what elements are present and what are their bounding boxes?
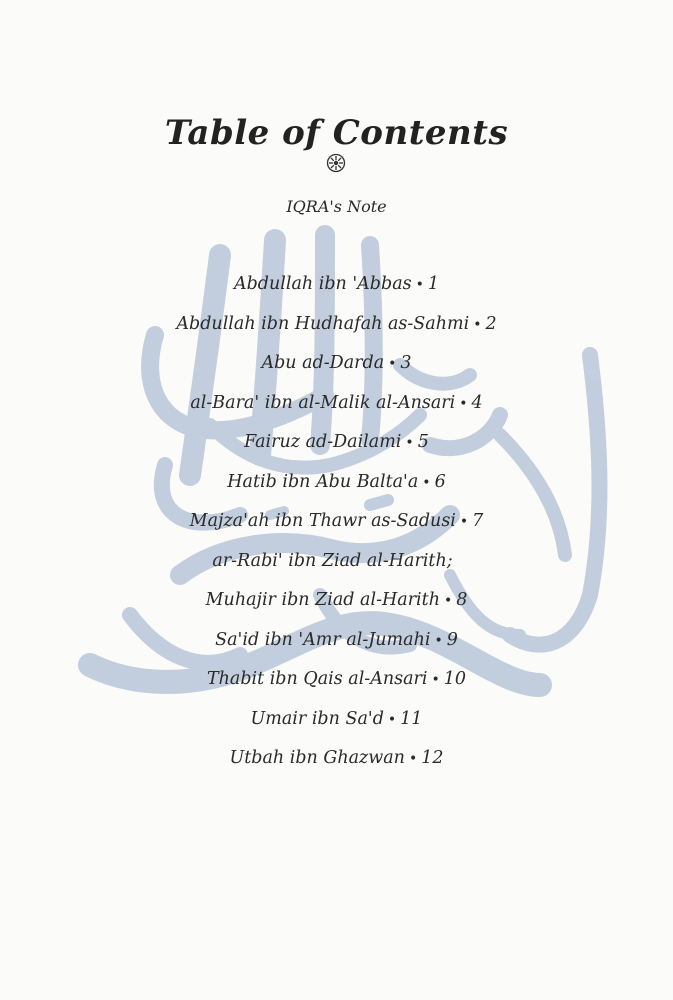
toc-page-number: 9 [446,629,458,650]
toc-entry[interactable] [0,389,673,429]
toc-bullet: • [405,435,414,451]
iqra-note-entry[interactable]: IQRA's Note [286,197,387,216]
toc-entry-name: ar-Rabi' ibn Ziad al-Harith; [212,550,453,571]
toc-bullet: • [387,711,397,728]
toc-page-number: 2 [485,313,497,334]
toc-entry[interactable] [0,270,673,310]
toc-entry-name: Abdullah ibn Hudhafah as-Sahmi [176,313,470,334]
toc-entry[interactable] [0,744,673,784]
toc-bullet: • [443,593,453,609]
toc-entry-name: Hatib ibn Abu Balta'a [227,471,419,492]
toc-entry-name: Umair ibn Sa'd [250,708,384,729]
toc-entry[interactable] [0,547,673,587]
toc-page-number: 4 [471,392,483,413]
toc-bullet: • [422,474,431,491]
toc-entry-name: Abdullah ibn 'Abbas [233,274,412,294]
toc-entry[interactable] [0,705,673,745]
toc-entry-name: Muhajir ibn Ziad al-Harith [205,590,440,610]
toc-page-number: 11 [400,708,423,729]
toc-list [0,270,673,784]
toc-page-number: 8 [456,590,468,610]
toc-entry[interactable] [0,349,673,389]
toc-page-number: 6 [434,471,446,492]
toc-entry-name: Thabit ibn Qais al-Ansari [206,669,428,689]
toc-entry-name: Sa'id ibn 'Amr al-Jumahi [215,629,431,650]
toc-entry[interactable] [0,428,673,468]
toc-page-number: 7 [472,511,484,531]
toc-entry-name: Abu ad-Darda [261,353,385,373]
toc-entry[interactable] [0,586,673,626]
toc-bullet: • [459,395,468,412]
toc-page-number: 5 [417,432,429,452]
toc-entry-name: Fairuz ad-Dailami [244,432,402,452]
toc-bullet: • [388,356,397,372]
toc-page-number: 10 [443,669,467,689]
toc-entry[interactable] [0,468,673,508]
toc-page-number: 12 [421,748,444,768]
toc-entry-name: Utbah ibn Ghazwan [229,748,405,768]
toc-entry[interactable] [0,665,673,705]
toc-bullet: • [459,514,469,530]
toc-entry-name: al-Bara' ibn al-Malik al-Ansari [190,392,456,413]
toc-entry[interactable] [0,507,673,547]
toc-entry[interactable] [0,626,673,666]
rosette-icon [326,153,346,173]
toc-entry-name: Majza'ah ibn Thawr as-Sadusi [189,511,456,531]
toc-bullet: • [408,751,418,767]
toc-entry[interactable] [0,310,673,350]
toc-page-number: 3 [400,353,412,373]
toc-bullet: • [434,632,443,649]
toc-page-number: 1 [427,274,440,294]
page-title: Table of Contents [164,112,509,153]
toc-bullet: • [473,316,482,333]
toc-bullet: • [431,672,440,688]
toc-bullet: • [415,277,424,293]
